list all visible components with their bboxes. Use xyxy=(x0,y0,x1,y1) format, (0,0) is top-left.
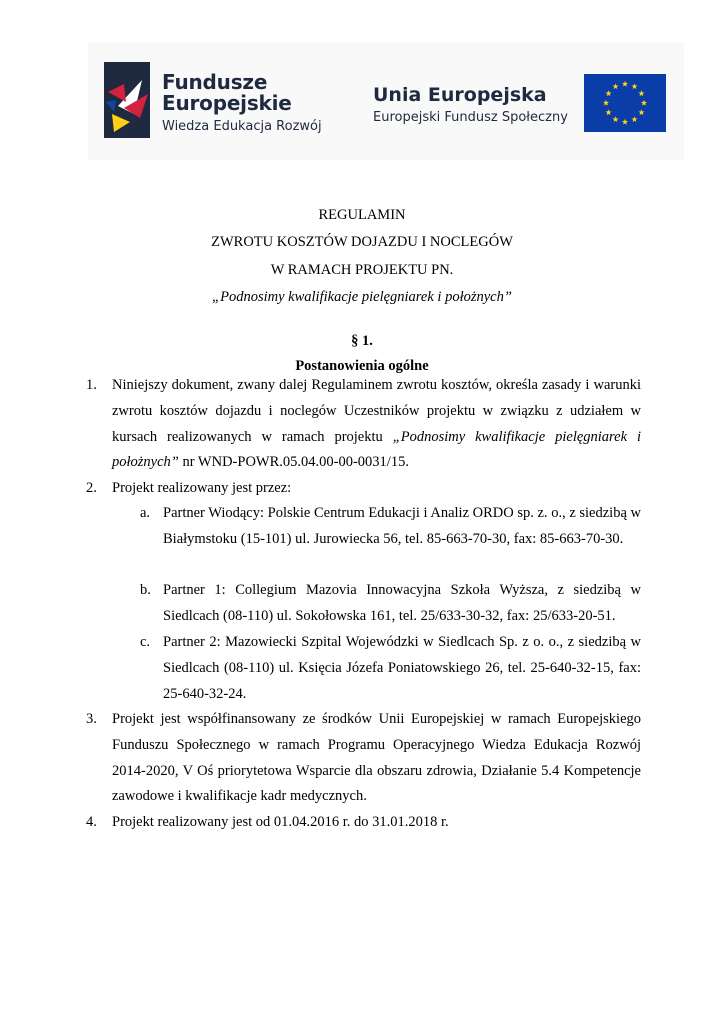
item-text-end: nr WND-POWR.05.04.00-00-0031/15. xyxy=(178,454,409,471)
ue-line2: Europejski Fundusz Społeczny xyxy=(373,110,568,125)
section-heading xyxy=(0,329,724,379)
subitem-letter: a. xyxy=(140,505,151,521)
item-number: 3. xyxy=(86,711,97,727)
item-text: Projekt jest współfinansowany ze środków Unii Europejskiej w ramach Europejskiego Funduszu Społecznego w ramach Programu Operacyjnego Wiedza Edukacja Rozwój 2014-2020, V Oś priorytetowa Wsparcie dla obszaru zdrowia, Działanie 5.4 Kompetencje zawodowe i kwalifikacje kadr medycznych. xyxy=(112,711,641,805)
item-text: Projekt realizowany jest od 01.04.2016 r. do 31.01.2018 r. xyxy=(112,814,449,830)
subitem-text: Partner 2: Mazowiecki Szpital Wojewódzki w Siedlcach Sp. z o. o., z siedzibą w Siedlcach (08-110) ul. Księcia Józefa Poniatowskiego 26, tel. 25-640-32-15, fax: 25-640-32-24. xyxy=(163,634,641,702)
section-title: Postanowienia ogólne xyxy=(295,358,429,374)
project-name: „Podnosimy kwalifikacje pielęgniarek i położnych” xyxy=(112,428,641,471)
subitem-text: Partner Wiodący: Polskie Centrum Edukacji i Analiz ORDO sp. z. o., z siedzibą w Białymstoku (15-101) ul. Jurowiecka 56, tel. 85-663-70-30, fax: 85-663-70-30. xyxy=(163,505,641,547)
fundusze-europejskie-logo-icon xyxy=(104,62,150,138)
fe-line2: Europejskie xyxy=(162,91,292,115)
title-line2: ZWROTU KOSZTÓW DOJAZDU I NOCLEGÓW xyxy=(211,234,513,251)
list-item xyxy=(112,373,641,476)
eu-flag-icon xyxy=(584,74,666,132)
item-number: 1. xyxy=(86,377,97,393)
sub-list-item xyxy=(163,578,641,630)
list-item xyxy=(112,810,641,836)
title-line3: W RAMACH PROJEKTU PN. xyxy=(270,261,454,278)
item-text: Niniejszy dokument, zwany dalej Regulaminem zwrotu kosztów, określa zasady i warunki zwrotu kosztów dojazdu i noclegów Uczestników projektu w związku z udziałem w kursach realizowanych w ramach projektu xyxy=(112,377,641,445)
item-text: Projekt realizowany jest przez: xyxy=(112,480,292,496)
item-number: 2. xyxy=(86,480,97,496)
sub-list-item xyxy=(163,501,641,553)
fe-line1: Fundusze xyxy=(162,70,268,94)
title-line4: „Podnosimy kwalifikacje pielęgniarek i położnych” xyxy=(212,288,512,305)
fundusze-europejskie-text xyxy=(162,72,322,135)
sub-list-item xyxy=(163,630,641,707)
unia-europejska-text xyxy=(373,84,568,126)
list-item xyxy=(112,707,641,810)
item-number: 4. xyxy=(86,814,97,830)
subitem-text: Partner 1: Collegium Mazovia Innowacyjna Szkoła Wyższa, z siedzibą w Siedlcach (08-110) ul. Sokołowska 161, tel. 25/633-30-32, fax: 25/633-20-51. xyxy=(163,582,641,624)
subitem-letter: b. xyxy=(140,582,151,598)
ue-line1: Unia Europejska xyxy=(373,84,547,106)
subitem-letter: c. xyxy=(140,634,151,650)
document-title xyxy=(0,202,724,311)
fe-line3: Wiedza Edukacja Rozwój xyxy=(162,119,322,134)
list-item xyxy=(112,476,641,502)
title-line1: REGULAMIN xyxy=(318,207,406,223)
section-number: § 1. xyxy=(351,333,373,349)
